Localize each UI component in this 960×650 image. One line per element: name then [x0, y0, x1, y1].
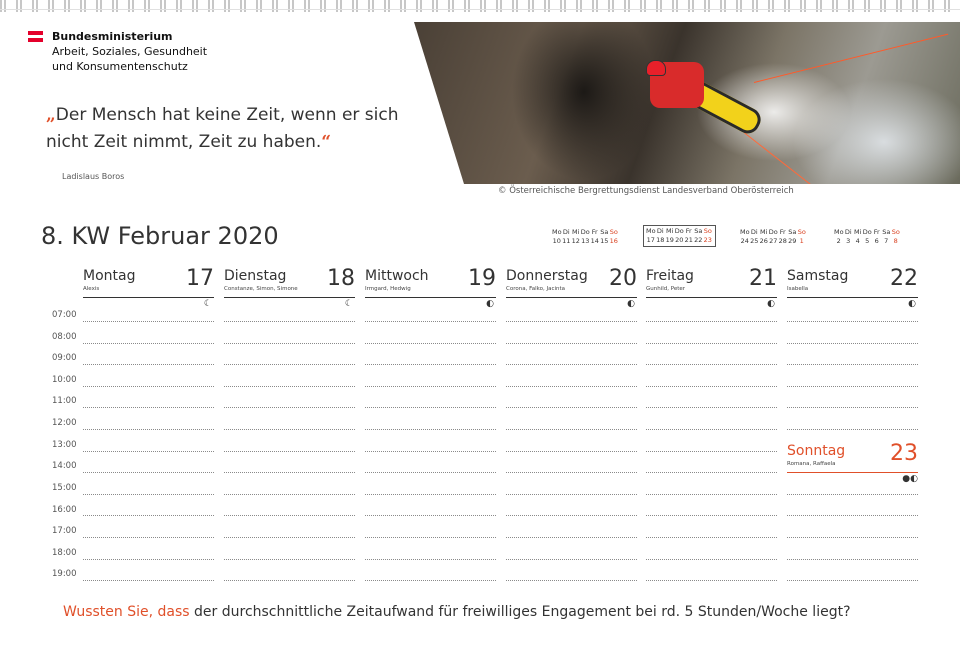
ministry-name — [52, 29, 312, 74]
time-slot-line[interactable] — [224, 537, 355, 538]
moon-phase-icon: ☾ — [203, 299, 212, 309]
time-slot-line[interactable] — [365, 321, 496, 322]
time-slot-line[interactable] — [646, 321, 777, 322]
time-slot-line[interactable] — [365, 559, 496, 560]
time-slot-line[interactable] — [646, 580, 777, 581]
day-number: 19 — [468, 266, 496, 291]
hour-label: 16:00 — [52, 505, 77, 515]
fun-fact-lead: Wussten Sie, dass — [63, 604, 190, 620]
day-name: Freitag — [646, 268, 694, 284]
time-slot-line[interactable] — [787, 364, 918, 365]
time-slot-line[interactable] — [83, 386, 214, 387]
austria-flag-icon — [28, 31, 43, 42]
photo-credit: © Österreichische Bergrettungsdienst Landesverband Oberösterreich — [498, 186, 794, 196]
day-number: 17 — [186, 266, 214, 291]
time-slot-line[interactable] — [224, 321, 355, 322]
time-slot-line[interactable] — [506, 494, 637, 495]
day-number: 20 — [609, 266, 637, 291]
time-slot-line[interactable] — [83, 429, 214, 430]
time-slot-line[interactable] — [787, 580, 918, 581]
time-slot-line[interactable] — [365, 364, 496, 365]
day-column-tuesday[interactable] — [224, 266, 355, 309]
day-number: 21 — [749, 266, 777, 291]
time-slot-line[interactable] — [646, 515, 777, 516]
hour-label: 07:00 — [52, 310, 77, 320]
quote-author: Ladislaus Boros — [62, 172, 125, 181]
day-name: Donnerstag — [506, 268, 588, 284]
time-slot-line[interactable] — [787, 494, 918, 495]
time-slot-line[interactable] — [646, 537, 777, 538]
time-slot-line[interactable] — [83, 580, 214, 581]
mini-calendar-week-10: Mo Di Mi Do Fr Sa So 2 3 4 5 6 7 8 — [834, 228, 900, 245]
day-column-thursday[interactable] — [506, 266, 637, 309]
time-slot-line[interactable] — [646, 559, 777, 560]
hour-label: 11:00 — [52, 396, 77, 406]
time-slot-line[interactable] — [224, 559, 355, 560]
time-slot-line[interactable] — [365, 407, 496, 408]
time-slot-line[interactable] — [224, 386, 355, 387]
hour-label: 18:00 — [52, 548, 77, 558]
moon-phase-icon: ◐ — [908, 299, 916, 309]
time-slot-line[interactable] — [83, 472, 214, 473]
time-slot-line[interactable] — [787, 429, 918, 430]
moon-phase-icon: ●◐ — [902, 474, 918, 484]
time-slot-line[interactable] — [365, 494, 496, 495]
day-number: 18 — [327, 266, 355, 291]
time-slot-line[interactable] — [787, 343, 918, 344]
day-column-saturday[interactable] — [787, 266, 918, 309]
mini-calendar-week-9: Mo Di Mi Do Fr Sa So 24 25 26 27 28 29 1 — [740, 228, 806, 245]
moon-phase-icon: ◐ — [627, 299, 635, 309]
name-day: Alexis — [83, 286, 100, 292]
photo-helmet — [646, 60, 666, 76]
quote-close-mark: “ — [321, 132, 332, 152]
time-slot-line[interactable] — [365, 386, 496, 387]
time-slot-line[interactable] — [365, 515, 496, 516]
time-slot-line[interactable] — [506, 429, 637, 430]
time-slot-line[interactable] — [365, 472, 496, 473]
time-slot-line[interactable] — [224, 451, 355, 452]
mini-calendar-current-week: Mo Di Mi Do Fr Sa So 17 18 19 20 21 22 23 — [643, 225, 716, 247]
name-day: Gunhild, Peter — [646, 286, 686, 292]
time-slot-line[interactable] — [506, 580, 637, 581]
name-day: Isabella — [787, 286, 809, 292]
fun-fact — [63, 604, 851, 620]
photo-rope — [754, 34, 948, 83]
time-slot-line[interactable] — [365, 343, 496, 344]
time-slot-line[interactable] — [646, 343, 777, 344]
time-slot-line[interactable] — [83, 451, 214, 452]
time-slot-line[interactable] — [646, 364, 777, 365]
name-day: Constanze, Simon, Simone — [224, 286, 298, 292]
day-name: Mittwoch — [365, 268, 429, 284]
time-slot-line[interactable] — [506, 407, 637, 408]
hour-label: 19:00 — [52, 569, 77, 579]
rescue-photo — [414, 22, 960, 184]
time-slot-line[interactable] — [83, 364, 214, 365]
time-slot-line[interactable] — [224, 429, 355, 430]
time-slot-line[interactable] — [506, 386, 637, 387]
ministry-line-1: Bundesministerium — [52, 30, 173, 43]
time-slot-line[interactable] — [506, 515, 637, 516]
time-slot-line[interactable] — [787, 407, 918, 408]
time-slot-line[interactable] — [224, 494, 355, 495]
time-slot-line[interactable] — [83, 515, 214, 516]
hour-label: 17:00 — [52, 526, 77, 536]
moon-phase-icon: ◐ — [767, 299, 775, 309]
time-slot-line[interactable] — [224, 580, 355, 581]
time-slot-line[interactable] — [224, 472, 355, 473]
time-slot-line[interactable] — [646, 386, 777, 387]
time-slot-line[interactable] — [83, 494, 214, 495]
hour-label: 10:00 — [52, 375, 77, 385]
time-slot-line[interactable] — [506, 321, 637, 322]
hour-label: 09:00 — [52, 353, 77, 363]
day-name: Dienstag — [224, 268, 287, 284]
day-name: Montag — [83, 268, 136, 284]
time-slot-line[interactable] — [506, 559, 637, 560]
time-slot-line[interactable] — [646, 494, 777, 495]
time-slot-line[interactable] — [83, 559, 214, 560]
time-slot-line[interactable] — [506, 343, 637, 344]
hour-label: 15:00 — [52, 483, 77, 493]
time-slot-line[interactable] — [506, 364, 637, 365]
ministry-line-3: und Konsumentenschutz — [52, 60, 188, 73]
time-slot-line[interactable] — [506, 472, 637, 473]
hour-label: 14:00 — [52, 461, 77, 471]
time-slot-line[interactable] — [646, 472, 777, 473]
time-slot-line[interactable] — [787, 537, 918, 538]
hour-label: 08:00 — [52, 332, 77, 342]
day-column-monday[interactable] — [83, 266, 214, 309]
mini-calendar-week-7: Mo Di Mi Do Fr Sa So 10 11 12 13 14 15 16 — [552, 228, 618, 245]
hour-label: 13:00 — [52, 440, 77, 450]
time-slot-line[interactable] — [83, 537, 214, 538]
time-slot-line[interactable] — [787, 515, 918, 516]
time-slot-line[interactable] — [506, 451, 637, 452]
name-day: Corona, Falko, Jacinta — [506, 286, 566, 292]
day-number: 23 — [890, 441, 918, 466]
day-column-wednesday[interactable] — [365, 266, 496, 309]
day-column-sunday[interactable] — [787, 441, 918, 484]
spiral-binding — [0, 0, 960, 12]
time-slot-line[interactable] — [506, 537, 637, 538]
time-slot-line[interactable] — [365, 537, 496, 538]
time-slot-line[interactable] — [83, 407, 214, 408]
hour-label: 12:00 — [52, 418, 77, 428]
quote-text: Der Mensch hat keine Zeit, wenn er sich nicht Zeit nimmt, Zeit zu haben. — [46, 105, 399, 152]
day-column-friday[interactable] — [646, 266, 777, 309]
time-slot-line[interactable] — [365, 429, 496, 430]
moon-phase-icon: ☾ — [344, 299, 353, 309]
day-name: Sonntag — [787, 443, 846, 459]
quote-open-mark: „ — [46, 105, 56, 125]
time-slot-line[interactable] — [787, 321, 918, 322]
fun-fact-text: der durchschnittliche Zeitaufwand für freiwilliges Engagement bei rd. 5 Stunden/Woche liegt? — [189, 604, 851, 620]
time-slot-line[interactable] — [224, 343, 355, 344]
day-number: 22 — [890, 266, 918, 291]
time-slot-line[interactable] — [224, 515, 355, 516]
moon-phase-icon: ◐ — [486, 299, 494, 309]
name-day: Irmgard, Hedwig — [365, 286, 411, 292]
time-slot-line[interactable] — [365, 580, 496, 581]
week-title: 8. KW Februar 2020 — [41, 222, 279, 250]
time-slot-line[interactable] — [83, 343, 214, 344]
time-slot-line[interactable] — [365, 451, 496, 452]
time-slot-line[interactable] — [646, 429, 777, 430]
day-name: Samstag — [787, 268, 849, 284]
time-slot-line[interactable] — [646, 451, 777, 452]
time-slot-line[interactable] — [83, 321, 214, 322]
ministry-line-2: Arbeit, Soziales, Gesundheit — [52, 45, 208, 58]
time-slot-line[interactable] — [224, 364, 355, 365]
name-day: Romana, Raffaela — [787, 461, 836, 467]
time-slot-line[interactable] — [787, 559, 918, 560]
time-slot-line[interactable] — [224, 407, 355, 408]
time-slot-line[interactable] — [787, 386, 918, 387]
quote — [46, 102, 426, 156]
time-slot-line[interactable] — [646, 407, 777, 408]
